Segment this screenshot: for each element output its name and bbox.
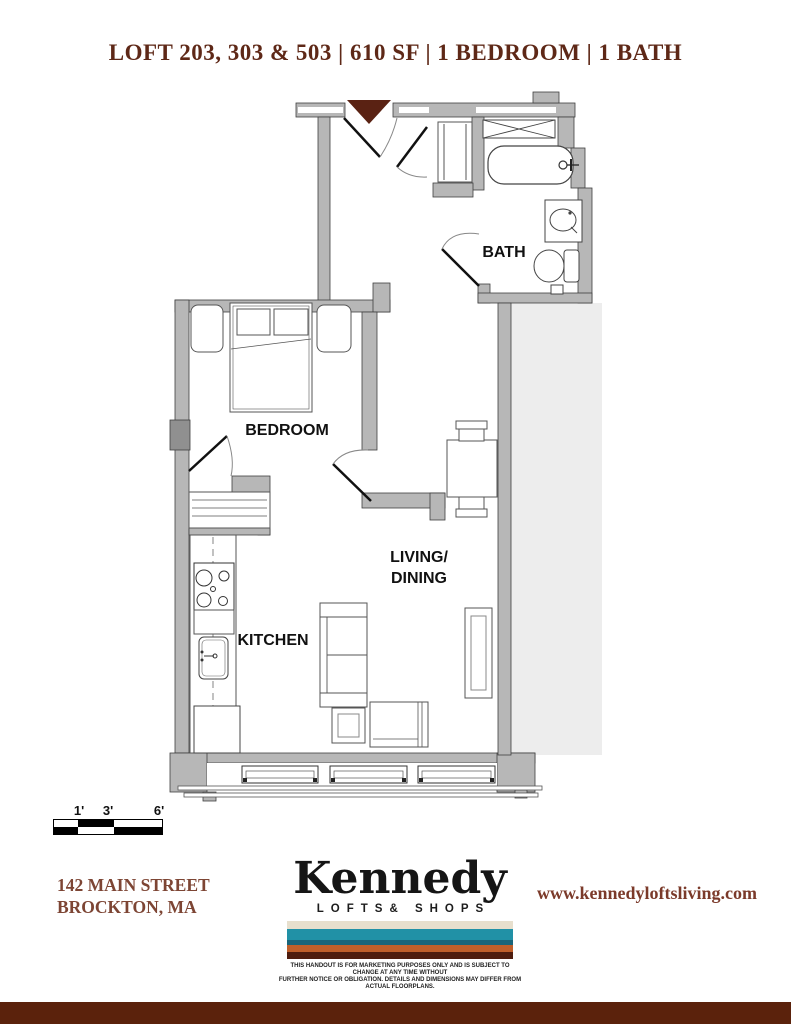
bath-door: [442, 233, 479, 286]
toilet: [534, 250, 579, 294]
logo-block: [278, 853, 522, 991]
logo-tagline: LOFTS& SHOPS: [316, 903, 491, 915]
scale-bar: [53, 803, 183, 835]
page-title: LOFT 203, 303 & 503 | 610 SF | 1 BEDROOM | 1 BATH: [108, 40, 683, 65]
refrigerator: [194, 706, 240, 753]
bedroom-label: BEDROOM: [245, 422, 329, 439]
nightstand-left: [191, 305, 223, 352]
logo-stripe: [287, 921, 513, 929]
disclaimer-line2: FURTHER NOTICE OR OBLIGATION. DETAILS AND DIMENSIONS MAY DIFFER FROM ACTUAL FLOORPLANS.: [278, 977, 522, 990]
armchair: [370, 702, 428, 747]
logo-stripe: [287, 929, 513, 940]
entry-door: [344, 118, 397, 157]
scale-label-1ft: 1': [73, 803, 85, 818]
kitchen-label: KITCHEN: [237, 632, 309, 649]
website-text: www.kennedyloftsliving.com: [537, 883, 758, 903]
disclaimer: [278, 963, 522, 991]
bed: [230, 303, 312, 412]
address-block: [57, 874, 210, 918]
counter-section: [194, 610, 234, 634]
address-line1: 142 MAIN STREET: [57, 875, 210, 895]
sofa: [320, 603, 367, 707]
logo-wordmark: Kennedy: [293, 853, 507, 904]
disclaimer-line1: THIS HANDOUT IS FOR MARKETING PURPOSES ONLY AND IS SUBJECT TO CHANGE AT ANY TIME WITHOUT: [290, 963, 510, 976]
stove: [194, 563, 234, 610]
logo-stripe: [287, 952, 513, 959]
bath-label: BATH: [482, 244, 526, 261]
address-line2: BROCKTON, MA: [57, 897, 197, 917]
dining-table: [447, 421, 497, 517]
bath-sink: [545, 200, 582, 242]
logo-stripes: [287, 921, 513, 959]
window-band: [178, 763, 542, 797]
scale-label-6ft: 6': [153, 803, 165, 818]
scale-bar-strip: [53, 819, 163, 835]
living-label-line1: LIVING/: [390, 549, 448, 566]
bottom-bar: [0, 1002, 791, 1024]
tv-console: [465, 608, 492, 698]
entry-closet: [438, 122, 472, 182]
nightstand-right: [317, 305, 351, 352]
entry-marker: [347, 100, 391, 124]
scale-bar-labels: [53, 803, 183, 819]
bathtub: [488, 146, 579, 184]
wall-window-channels: [298, 107, 556, 113]
wall-column-block: [170, 420, 190, 450]
living-label-line2: DINING: [391, 570, 447, 587]
bedroom-closet-door: [189, 436, 232, 476]
side-table: [332, 708, 365, 743]
entry-closet-door: [397, 127, 427, 177]
bedroom-closet: [189, 492, 270, 528]
linen-closet: [483, 120, 555, 138]
scale-label-3ft: 3': [102, 803, 114, 818]
logo-stripe: [287, 945, 513, 952]
exterior-shaded-area: [511, 303, 602, 755]
kitchen-sink: [199, 637, 228, 679]
